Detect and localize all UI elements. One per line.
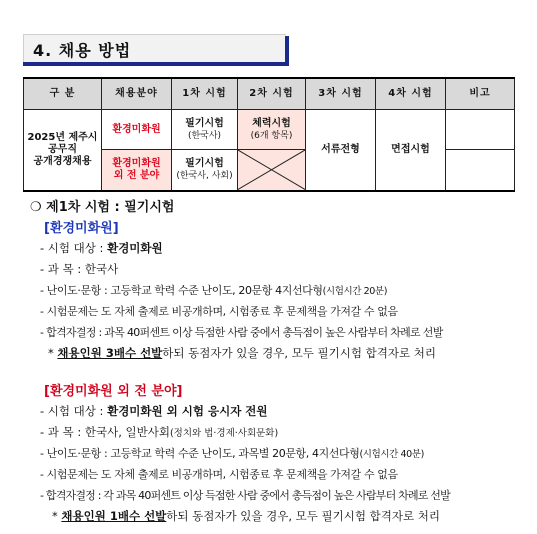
other-questions-line: - 시험문제는 도 자체 출제로 비공개하며, 시험종료 후 문제책을 가져갈 수 없음: [40, 468, 398, 481]
test1-subject: (한국사, 사회): [176, 170, 233, 181]
env-questions-line: - 시험문제는 도 자체 출제로 비공개하며, 시험종료 후 문제책을 가져갈 수 없음: [40, 305, 398, 318]
env-target-label: - 시험 대상 :: [40, 241, 108, 255]
env-level-line: [40, 282, 387, 298]
test1-cell: [172, 150, 238, 191]
header-category: 구 분: [24, 78, 102, 110]
group-label-line: 공무직: [48, 143, 77, 155]
test2-label: 체력시험: [252, 117, 291, 129]
env-level-time: (시험시간 20분): [322, 286, 388, 297]
other-note-rest: 하되 동점자가 있을 경우, 모두 필기시험 합격자로 처리: [166, 509, 440, 523]
other-target-line: [40, 403, 268, 419]
other-pass-line: - 합격자결정 : 각 과목 40퍼센트 이상 득점한 사람 중에서 총득점이 높은 사람부터 차례로 선발: [40, 489, 450, 502]
test1-cell: [172, 110, 238, 150]
other-level-text: - 난이도·문항 : 고등학교 학력 수준 난이도, 과목별 20문항, 4지선다형: [40, 447, 360, 460]
note-cell: [446, 150, 515, 191]
other-subject-label: - 과 목 :: [40, 425, 85, 439]
table-row: [24, 110, 515, 150]
test1-label: 필기시험: [185, 157, 224, 169]
note-cell: [446, 110, 515, 150]
field-line: 환경미화원: [112, 157, 161, 169]
env-subject-label: - 과 목 :: [40, 262, 85, 276]
other-subject-note: (정치와 법·경제·사회문화): [169, 428, 279, 439]
env-note-emphasis: 채용인원 3배수 선발: [57, 346, 163, 360]
other-subject-value: 한국사, 일반사회: [84, 425, 170, 439]
field-line: 외 전 분야: [113, 169, 160, 181]
other-target-value: 환경미화원 외 시험 응시자 전원: [107, 404, 268, 418]
env-note-rest: 하되 동점자가 있을 경우, 모두 필기시험 합격자로 처리: [162, 346, 436, 360]
header-test2: 2차 시험: [238, 78, 306, 110]
table-header-row: [24, 78, 515, 110]
env-pass-line: - 합격자결정 : 과목 40퍼센트 이상 득점한 사람 중에서 총득점이 높은 사람부터 차례로 선발: [40, 326, 443, 339]
other-note-emphasis: 채용인원 1배수 선발: [61, 509, 167, 523]
group-label-cell: [24, 110, 102, 191]
env-section-title: [환경미화원]: [44, 221, 119, 236]
other-level-line: [40, 445, 424, 461]
other-note-prefix: *: [52, 509, 62, 523]
env-target-line: [40, 240, 163, 256]
other-subject-line: [40, 424, 278, 440]
cross-mark-icon: [238, 150, 305, 190]
group-label-line: 2025년 제주시: [27, 131, 98, 143]
recruitment-table: [23, 77, 515, 192]
env-level-text: - 난이도·문항 : 고등학교 학력 수준 난이도, 20문항 4지선다형: [40, 284, 323, 297]
other-level-time: (시험시간 40분): [359, 449, 424, 460]
field-cell: [102, 150, 172, 191]
test1-label: 필기시험: [185, 117, 224, 129]
group-label-line: 공개경쟁채용: [33, 155, 92, 167]
other-note-line: [52, 508, 440, 524]
env-target-value: 환경미화원: [107, 241, 163, 255]
header-test4: 4차 시험: [376, 78, 446, 110]
test2-cell: [238, 110, 306, 150]
other-target-label: - 시험 대상 :: [40, 404, 108, 418]
other-section-title: [환경미화원 외 전 분야]: [44, 384, 183, 399]
section-title: 4. 채용 방법: [33, 41, 132, 60]
header-field: 채용분야: [102, 78, 172, 110]
header-test1: 1차 시험: [172, 78, 238, 110]
first-exam-heading: ❍ 제1차 시험 : 필기시험: [30, 200, 175, 215]
test3-cell: 서류전형: [306, 110, 376, 191]
header-note: 비고: [446, 78, 515, 110]
not-applicable-cell: [238, 150, 306, 191]
env-subject-line: [40, 261, 118, 277]
env-note-line: [48, 345, 436, 361]
test4-cell: 면접시험: [376, 110, 446, 191]
env-subject-value: 한국사: [84, 262, 119, 276]
section-header-shadow-bottom: [23, 62, 289, 66]
field-cell: 환경미화원: [102, 110, 172, 150]
test2-subject: (6개 항목): [250, 130, 293, 141]
header-test3: 3차 시험: [306, 78, 376, 110]
test1-subject: (한국사): [187, 130, 222, 141]
env-note-prefix: *: [48, 346, 58, 360]
